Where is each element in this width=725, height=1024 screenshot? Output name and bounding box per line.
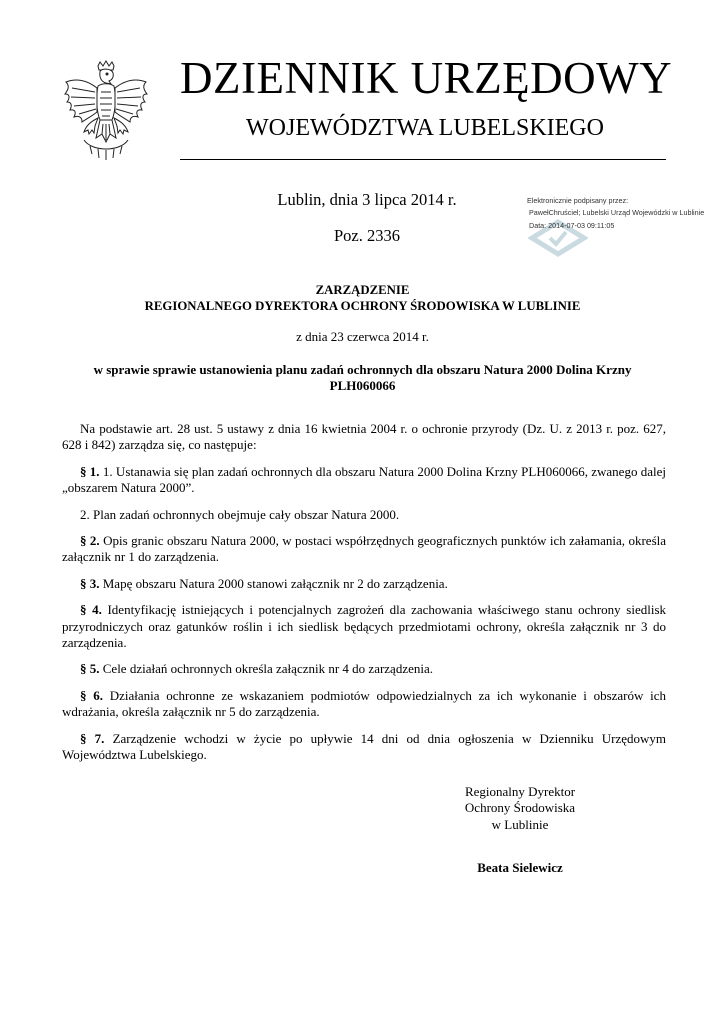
document-type: ZARZĄDZENIE <box>315 283 410 297</box>
publication-place-date: Lublin, dnia 3 lipca 2014 r. <box>277 190 457 209</box>
signature-signer: PawełChruściel; Lubelski Urząd Wojewódzki w Lublinie <box>529 208 705 217</box>
section-7: § 7. Zarządzenie wchodzi w życie po upływie 14 dni od dnia ogłoszenia w Dzienniku Urzędowym Województwa Lubelskiego. <box>62 730 667 763</box>
signature-label: Elektronicznie podpisany przez: <box>527 196 629 205</box>
section-mark: § 7. <box>80 730 105 746</box>
preamble: Na podstawie art. 28 ust. 5 ustawy z dnia 16 kwietnia 2004 r. o ochronie przyrody (Dz. U. z 2013 r. poz. 627, 628 i 842) zarządza się, co następuje: <box>62 421 666 453</box>
section-2: § 2. Opis granic obszaru Natura 2000, w postaci współrzędnych geograficznych punktów ich załamania, określa załącznik nr 1 do zarządzenia. <box>62 533 667 565</box>
signatory-name: Beata Sielewicz <box>477 860 563 875</box>
document-subject: w sprawie sprawie ustanowienia planu zadań ochronnych dla obszaru Natura 2000 Dolina Krzny PLH060066 <box>93 362 632 393</box>
signatory-title: Regionalny Dyrektor Ochrony Środowiska w Lublinie <box>464 784 576 832</box>
section-1-point-2: 2. Plan zadań ochronnych obejmuje cały obszar Natura 2000. <box>80 506 400 522</box>
section-mark: § 6. <box>80 687 103 703</box>
section-5: § 5. Cele działań ochronnych określa załącznik nr 4 do zarządzenia. <box>80 661 433 677</box>
section-mark: § 3. <box>80 575 100 591</box>
document-date: z dnia 23 czerwca 2014 r. <box>296 329 429 344</box>
publication-position: Poz. 2336 <box>334 226 400 245</box>
section-1-point-1: § 1. 1. Ustanawia się plan zadań ochronnych dla obszaru Natura 2000 Dolina Krzny PLH060066, zwanego dalej „obszarem Natura 2000”. <box>62 463 667 496</box>
masthead-divider <box>180 159 666 160</box>
signature-date: Data: 2014-07-03 09:11:05 <box>529 221 615 230</box>
section-mark: § 1. <box>80 463 100 479</box>
section-mark: § 4. <box>80 602 102 618</box>
document-body <box>62 421 666 774</box>
section-3: § 3. Mapę obszaru Natura 2000 stanowi załącznik nr 2 do zarządzenia. <box>80 575 448 591</box>
journal-subtitle: WOJEWÓDZTWA LUBELSKIEGO <box>246 115 604 141</box>
section-6: § 6. Działania ochronne ze wskazaniem podmiotów odpowiedzialnych za ich wykonanie i obszarów ich wdrażania, określa załącznik nr 5 do zarządzenia. <box>62 687 667 720</box>
document-issuer: REGIONALNEGO DYREKTORA OCHRONY ŚRODOWISKA W LUBLINIE <box>144 299 581 313</box>
journal-title: DZIENNIK URZĘDOWY <box>180 53 673 103</box>
electronic-signature-stamp <box>525 196 715 262</box>
coat-of-arms-eagle-icon <box>62 60 150 168</box>
section-mark: § 2. <box>80 533 100 549</box>
section-4: § 4. Identyfikację istniejących i potencjalnych zagrożeń dla zachowania właściwego stanu ochrony siedlisk przyrodniczych oraz gatunków roślin i ich siedlisk będących przedmiotami ochrony, określa załącznik nr 3 do zarządzenia. <box>62 602 666 651</box>
section-mark: § 5. <box>80 661 100 677</box>
